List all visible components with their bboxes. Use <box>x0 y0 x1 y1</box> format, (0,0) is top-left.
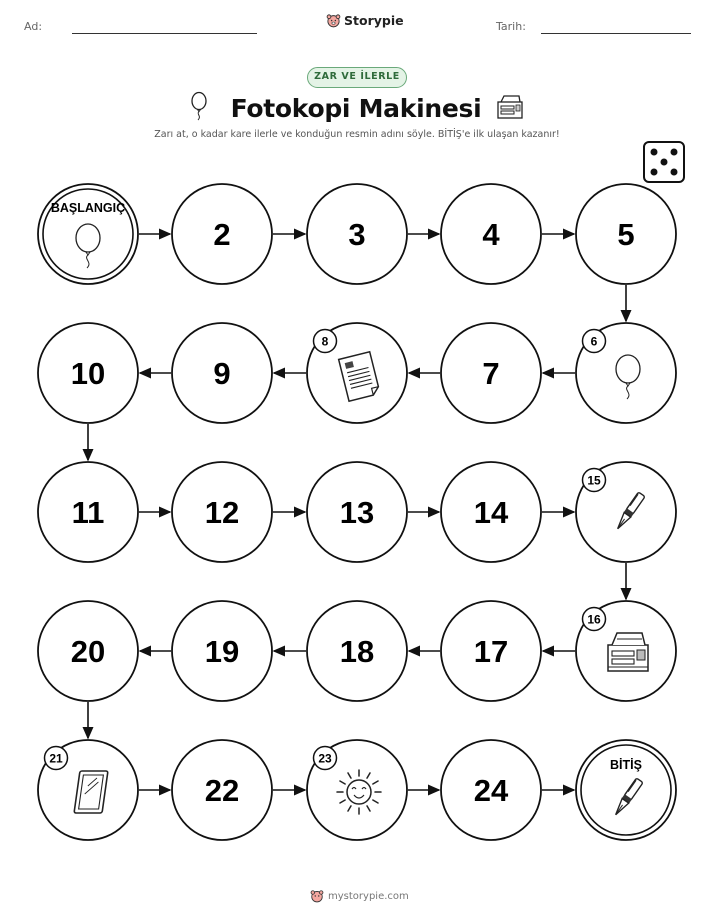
cell-number: 4 <box>482 217 500 252</box>
cell-number: 15 <box>587 473 601 488</box>
cell-number: 17 <box>473 634 509 669</box>
cell-number: 21 <box>49 751 63 766</box>
board-cell-6[interactable] <box>576 323 676 423</box>
cell-number: 8 <box>321 334 329 349</box>
title-text: Fotokopi Makinesi <box>230 94 482 123</box>
cell-number-badge <box>583 608 606 631</box>
cell-number: 24 <box>473 773 509 808</box>
board-cell-5[interactable] <box>576 184 676 284</box>
tablet-icon <box>74 771 108 813</box>
cell-number: 14 <box>473 495 509 530</box>
board-cell-18[interactable] <box>307 601 407 701</box>
board-cell-20[interactable] <box>38 601 138 701</box>
cell-number: 16 <box>587 612 601 627</box>
cell-number: 11 <box>71 495 105 530</box>
brand-name: Storypie <box>344 13 404 28</box>
date-label: Tarih: <box>496 20 526 33</box>
cell-number: 23 <box>318 751 332 766</box>
cell-number-badge <box>583 330 606 353</box>
cell-number: 7 <box>482 356 500 391</box>
mascot-icon <box>310 889 324 903</box>
instructions: Zarı at, o kadar kare ilerle ve konduğun resmin adını söyle. BİTİŞ'e ilk ulaşan kazanır! <box>154 129 560 140</box>
board-cell-2[interactable] <box>172 184 272 284</box>
board-cell-10[interactable] <box>38 323 138 423</box>
board-cell-11[interactable] <box>38 462 138 562</box>
board-cell-23[interactable] <box>307 740 407 840</box>
board-cell-4[interactable] <box>441 184 541 284</box>
photocopier-icon <box>608 633 648 671</box>
board-cell-14[interactable] <box>441 462 541 562</box>
finish-cell[interactable] <box>576 740 676 840</box>
dice-icon[interactable] <box>644 142 684 182</box>
board-cell-17[interactable] <box>441 601 541 701</box>
start-label: BAŞLANGIÇ <box>50 201 126 215</box>
cell-number-badge <box>583 469 606 492</box>
cell-number-badge <box>314 330 337 353</box>
cell-number: 10 <box>70 356 106 391</box>
cell-number: 12 <box>204 495 240 530</box>
cell-number-badge <box>314 747 337 770</box>
game-type-badge: ZAR VE İLERLE <box>307 67 407 88</box>
start-cell[interactable] <box>38 184 138 284</box>
finish-label: BİTİŞ <box>610 758 642 772</box>
board-cell-3[interactable] <box>307 184 407 284</box>
board-cell-24[interactable] <box>441 740 541 840</box>
board-cell-22[interactable] <box>172 740 272 840</box>
cell-number: 22 <box>204 773 240 808</box>
board-cell-21[interactable] <box>38 740 138 840</box>
cell-number: 5 <box>617 217 635 252</box>
board-cells <box>38 184 676 840</box>
board-cell-19[interactable] <box>172 601 272 701</box>
cell-number: 3 <box>348 217 366 252</box>
cell-number: 18 <box>339 634 375 669</box>
name-label: Ad: <box>24 20 43 33</box>
footer-url: mystorypie.com <box>328 890 409 902</box>
cell-number-badge <box>45 747 68 770</box>
footer <box>310 889 409 903</box>
board-cell-12[interactable] <box>172 462 272 562</box>
cell-number: 20 <box>70 634 106 669</box>
board-cell-15[interactable] <box>576 462 676 562</box>
board-cell-9[interactable] <box>172 323 272 423</box>
cell-number: 6 <box>590 334 598 349</box>
board-cell-13[interactable] <box>307 462 407 562</box>
board-cell-8[interactable] <box>307 323 407 423</box>
cell-number: 2 <box>213 217 231 252</box>
cell-number: 19 <box>204 634 240 669</box>
cell-number: 9 <box>213 356 231 391</box>
cell-number: 13 <box>339 495 375 530</box>
board-cell-16[interactable] <box>576 601 676 701</box>
board-cell-7[interactable] <box>441 323 541 423</box>
